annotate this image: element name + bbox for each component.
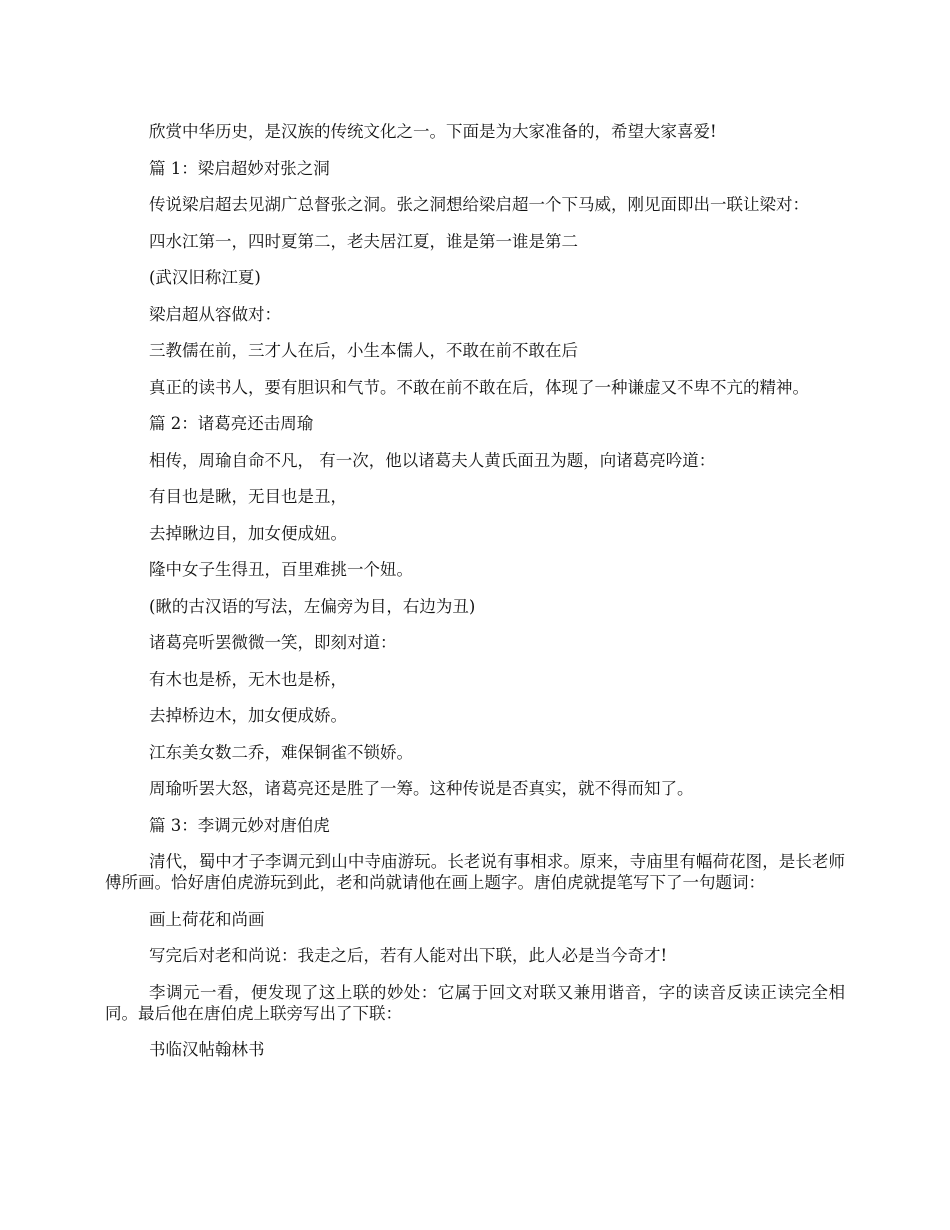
section-heading-2: 篇 2：诸葛亮还击周瑜 xyxy=(149,414,314,433)
body-paragraph: 周瑜听罢大怒，诸葛亮还是胜了一筹。这种传说是否真实，就不得而知了。 xyxy=(149,779,694,798)
body-paragraph: 李调元一看，便发现了这上联的妙处：它属于回文对联又兼用谐音，字的读音反读正读完全相同。最后他在唐伯虎上联旁写出了下联： xyxy=(105,982,845,1023)
poem-line: 有木也是桥，无木也是桥， xyxy=(149,669,347,689)
couplet-line: 画上荷花和尚画 xyxy=(149,909,265,929)
note-paragraph: (武汉旧称江夏) xyxy=(149,268,261,287)
body-paragraph: 真正的读书人，要有胆识和气节。不敢在前不敢在后，体现了一种谦虚又不卑不亢的精神。 xyxy=(149,377,809,397)
couplet-line: 三教儒在前，三才人在后，小生本儒人，不敢在前不敢在后 xyxy=(149,341,578,360)
poem-line: 隆中女子生得丑，百里难挑一个妞。 xyxy=(149,560,413,579)
body-paragraph: 清代，蜀中才子李调元到山中寺庙游玩。长老说有事相求。原来，寺庙里有幅荷花图，是长老师傅所画。恰好唐伯虎游玩到此，老和尚就请他在画上题字。唐伯虎就提笔写下了一句题词： xyxy=(105,852,845,892)
couplet-line: 书临汉帖翰林书 xyxy=(149,1040,265,1059)
note-paragraph: (瞅的古汉语的写法，左偏旁为目，右边为丑) xyxy=(149,596,476,616)
poem-line: 有目也是瞅，无目也是丑， xyxy=(149,487,347,506)
poem-line: 去掉桥边木，加女便成娇。 xyxy=(149,706,347,725)
poem-line: 江东美女数二乔，难保铜雀不锁娇。 xyxy=(149,742,413,762)
body-paragraph: 传说梁启超去见湖广总督张之洞。张之洞想给梁启超一个下马威，刚见面即出一联让梁对： xyxy=(149,195,809,214)
body-paragraph: 相传，周瑜自命不凡， 有一次，他以诸葛夫人黄氏面丑为题，向诸葛亮吟道： xyxy=(149,450,716,470)
body-paragraph: 诸葛亮听罢微微一笑，即刻对道： xyxy=(149,633,397,652)
intro-paragraph: 欣赏中华历史，是汉族的传统文化之一。下面是为大家准备的，希望大家喜爱! xyxy=(149,122,717,141)
body-paragraph: 梁启超从容做对： xyxy=(149,304,281,324)
poem-line: 去掉瞅边目，加女便成妞。 xyxy=(149,523,347,543)
body-paragraph: 写完后对老和尚说：我走之后，若有人能对出下联，此人必是当今奇才! xyxy=(149,946,668,965)
couplet-line: 四水江第一，四时夏第二，老夫居江夏，谁是第一谁是第二 xyxy=(149,231,578,251)
section-heading-3: 篇 3：李调元妙对唐伯虎 xyxy=(149,815,330,835)
section-heading-1: 篇 1：梁启超妙对张之洞 xyxy=(149,158,330,178)
